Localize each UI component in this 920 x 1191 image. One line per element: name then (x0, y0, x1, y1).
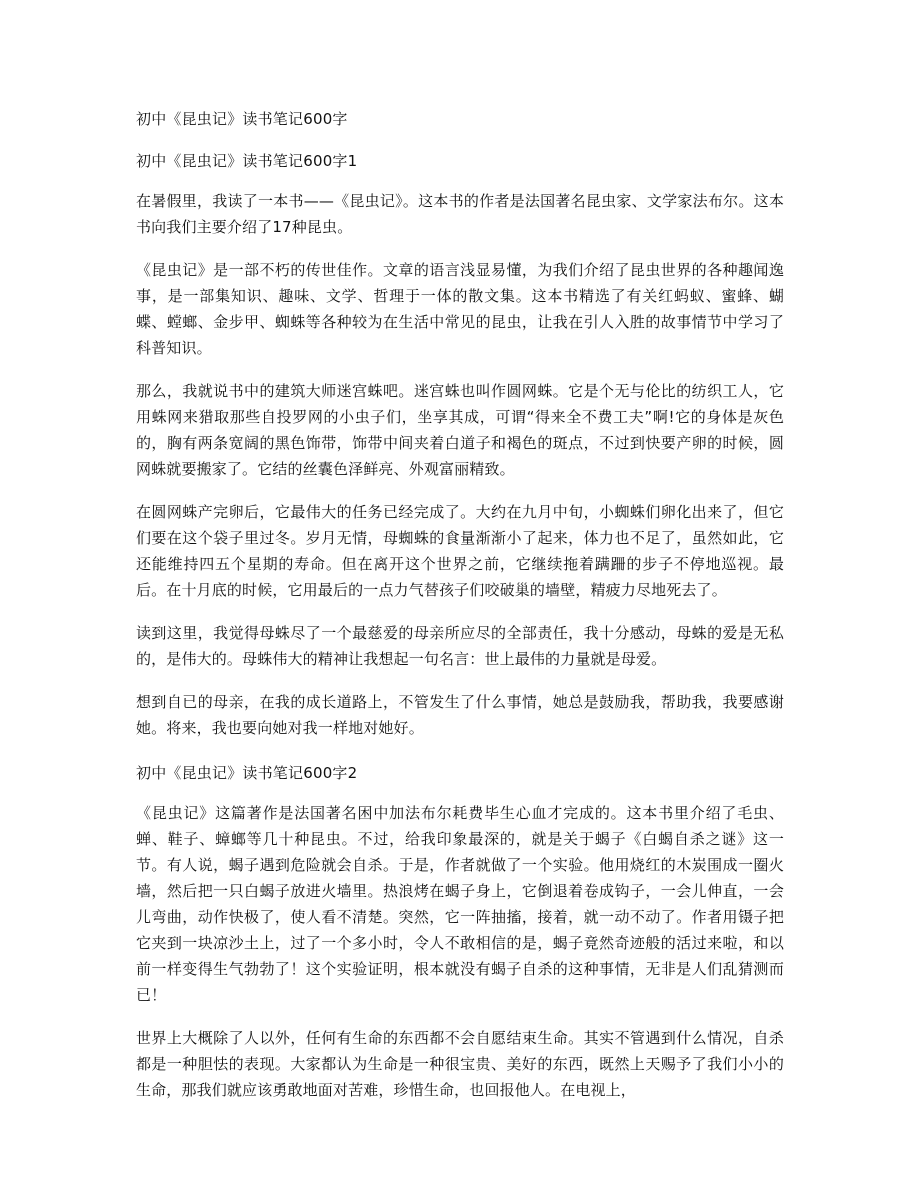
paragraph: 在暑假里，我读了一本书——《昆虫记》。这本书的作者是法国著名昆虫家、文学家法布尔。这本书向我们主要介绍了17种昆虫。 (136, 192, 784, 236)
document-title: 初中《昆虫记》读书笔记600字 (136, 110, 348, 128)
document-page (136, 104, 784, 1120)
paragraph: 想到自已的母亲，在我的成长道路上，不管发生了什么事情，她总是鼓励我，帮助我，我要感谢她。将来，我也要向她对我一样地对她好。 (136, 693, 784, 737)
paragraph: 在圆网蛛产完卵后，它最伟大的任务已经完成了。大约在九月中旬，小蜘蛛们卵化出来了，但它们要在这个袋子里过冬。岁月无情，母蜘蛛的食量渐渐小了起来，体力也不足了，虽然如此，它还能维持四五个星期的寿命。但在离开这个世界之前，它继续拖着蹒跚的步子不停地巡视。最后。在十月底的时候，它用最后的一点力气替孩子们咬破巢的墙壁，精疲力尽地死去了。 (136, 503, 784, 599)
section-2-title: 初中《昆虫记》读书笔记600字2 (136, 764, 358, 782)
paragraph: 世界上大概除了人以外，任何有生命的东西都不会自愿结束生命。其实不管遇到什么情况，自杀都是一种胆怯的表现。大家都认为生命是一种很宝贵、美好的东西，既然上天赐予了我们小小的生命，那我们就应该勇敢地面对苦难，珍惜生命，也回报他人。在电视上， (136, 1029, 784, 1099)
paragraph: 那么，我就说书中的建筑大师迷宫蛛吧。迷宫蛛也叫作圆网蛛。它是个无与伦比的纺织工人，它用蛛网来猎取那些自投罗网的小虫子们，坐享其成，可谓“得来全不费工夫”啊!它的身体是灰色的，胸有两条宽阔的黑色饰带，饰带中间夹着白道子和褐色的斑点，不过到快要产卵的时候，圆网蛛就要搬家了。它结的丝囊色泽鲜亮、外观富丽精致。 (136, 382, 784, 478)
paragraph: 读到这里，我觉得母蛛尽了一个最慈爱的母亲所应尽的全部责任，我十分感动，母蛛的爱是无私的，是伟大的。母蛛伟大的精神让我想起一句名言：世上最伟的力量就是母爱。 (136, 624, 784, 668)
paragraph: 《昆虫记》是一部不朽的传世佳作。文章的语言浅显易懂，为我们介绍了昆虫世界的各种趣闻逸事，是一部集知识、趣味、文学、哲理于一体的散文集。这本书精选了有关红蚂蚁、蜜蜂、蝴蝶、螳螂、金步甲、蜘蛛等各种较为在生活中常见的昆虫，让我在引人入胜的故事情节中学习了科普知识。 (136, 261, 784, 357)
paragraph: 《昆虫记》这篇著作是法国著名困中加法布尔耗费毕生心血才完成的。这本书里介绍了毛虫、蝉、鞋子、蟑螂等几十种昆虫。不过，给我印象最深的，就是关于蝎子《白蝎自杀之谜》这一节。有人说，蝎子遇到危险就会自杀。于是，作者就做了一个实验。他用烧红的木炭围成一圈火墙，然后把一只白蝎子放进火墙里。热浪烤在蝎子身上，它倒退着卷成钩子，一会儿伸直，一会儿弯曲，动作快极了，使人看不清楚。突然，它一阵抽搐，接着，就一动不动了。作者用镊子把它夹到一块凉沙土上，过了一个多小时，令人不敢相信的是，蝎子竟然奇迹般的活过来啦，和以前一样变得生气勃勃了！这个实验证明，根本就没有蝎子自杀的这种事情，无非是人们乱猜测而已！ (136, 804, 784, 1004)
section-1-title: 初中《昆虫记》读书笔记600字1 (136, 152, 358, 170)
